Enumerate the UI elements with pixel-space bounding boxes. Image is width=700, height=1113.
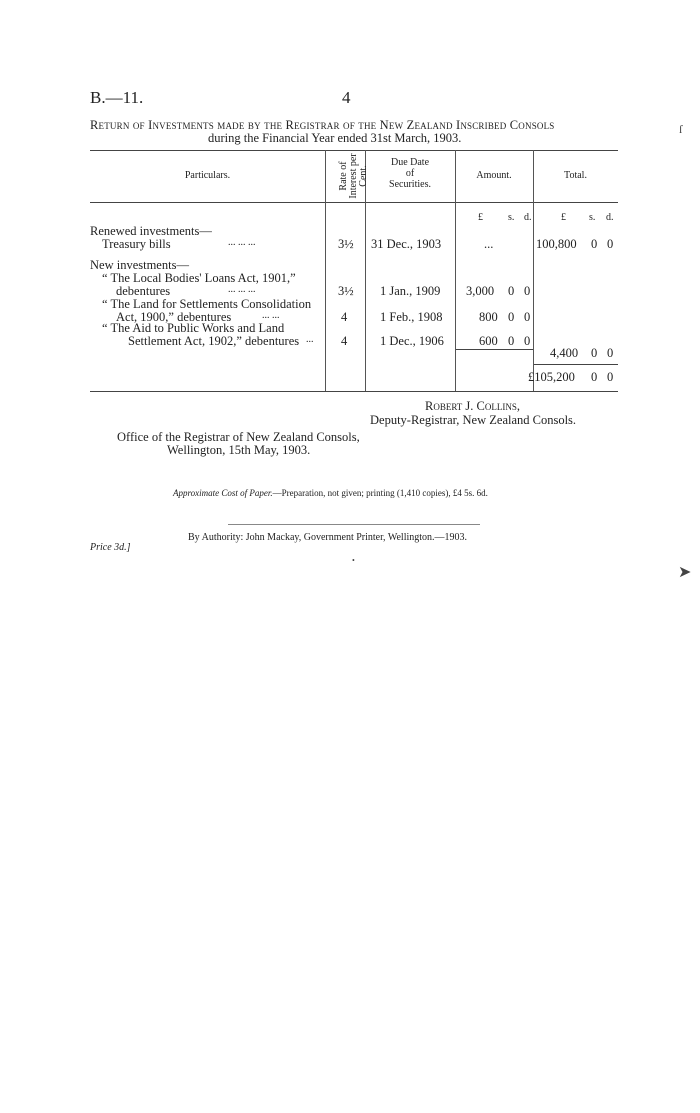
- cost-note-label: Approximate Cost of Paper.: [173, 488, 273, 498]
- document-reference: B.—11.: [90, 88, 144, 107]
- row1-rate: 3½: [338, 237, 354, 251]
- signatory-name: Robert J. Collins,: [425, 399, 520, 413]
- grand-total-s: 0: [591, 370, 598, 384]
- header-due-date: Due Date of Securities.: [389, 157, 431, 190]
- row4-amount-s: 0: [508, 334, 515, 348]
- row3-amount-pounds: 800: [479, 310, 498, 324]
- row1-particulars: Treasury bills: [102, 237, 171, 251]
- amount-pound-label: £: [478, 212, 483, 223]
- row3-dots: ... ...: [262, 310, 280, 321]
- stray-edge-mark-2: ſ: [679, 122, 683, 136]
- row3-rate: 4: [341, 310, 348, 324]
- table-bottom-rule: [90, 391, 618, 392]
- amount-d-label: d.: [524, 212, 532, 223]
- row4-dots: ...: [306, 334, 314, 345]
- row3-particulars-line1: “ The Land for Settlements Consolidation: [102, 297, 312, 311]
- stray-edge-mark: ➤: [678, 564, 692, 581]
- row2-amount-s: 0: [508, 284, 515, 298]
- row3-amount-d: 0: [524, 310, 531, 324]
- signatory-title: Deputy-Registrar, New Zealand Consols.: [370, 413, 577, 427]
- total-pound-label: £: [561, 212, 566, 223]
- authority-rule: [228, 524, 480, 525]
- row1-due: 31 Dec., 1903: [371, 237, 442, 251]
- row1-total-pounds: 100,800: [536, 237, 577, 251]
- header-amount: Amount.: [476, 170, 512, 181]
- row3-amount-s: 0: [508, 310, 515, 324]
- row1-total-d: 0: [607, 237, 614, 251]
- authority-line: By Authority: John Mackay, Government Printer, Wellington.—1903.: [188, 532, 468, 543]
- price-note: Price 3d.]: [90, 542, 131, 553]
- row4-due: 1 Dec., 1906: [380, 334, 444, 348]
- total-d-label: d.: [606, 212, 614, 223]
- subtotal-s: 0: [591, 346, 598, 360]
- row2-due: 1 Jan., 1909: [380, 284, 441, 298]
- office-line1: Office of the Registrar of New Zealand Consols,: [117, 430, 360, 444]
- row4-rate: 4: [341, 334, 348, 348]
- page-number: 4: [342, 88, 351, 107]
- row4-particulars-line2: Settlement Act, 1902,” debentures: [128, 334, 300, 348]
- row2-amount-d: 0: [524, 284, 531, 298]
- table-title-line1: Return of Investments made by the Registrar of the New Zealand Inscribed Consols: [90, 118, 555, 132]
- header-total: Total.: [564, 170, 587, 181]
- row3-particulars-line2: Act, 1900,” debentures: [116, 310, 232, 324]
- table-top-rule: [90, 150, 618, 151]
- header-particulars: Particulars.: [184, 170, 231, 181]
- row3-due: 1 Feb., 1908: [380, 310, 443, 324]
- cost-note: [173, 488, 488, 498]
- grand-total-pounds: £105,200: [528, 370, 575, 384]
- row2-amount-pounds: 3,000: [466, 284, 495, 298]
- col-divider-total: [533, 150, 534, 391]
- row2-rate: 3½: [338, 284, 354, 298]
- amount-sum-rule: [455, 349, 533, 350]
- subtotal-d: 0: [607, 346, 614, 360]
- total-s-label: s.: [589, 212, 596, 223]
- amount-s-label: s.: [508, 212, 515, 223]
- row4-amount-d: 0: [524, 334, 531, 348]
- col-divider-rate: [325, 150, 326, 391]
- grand-total-d: 0: [607, 370, 614, 384]
- total-sum-rule: [533, 364, 618, 365]
- table-header-rule: [90, 202, 618, 203]
- table-title-line2: during the Financial Year ended 31st March, 1903.: [208, 131, 462, 145]
- row1-dots: ... ... ...: [228, 237, 256, 248]
- col-divider-amount: [455, 150, 456, 391]
- section-renewed: Renewed investments—: [90, 224, 212, 238]
- cost-note-text: —Preparation, not given; printing (1,410 copies), £4 5s. 6d.: [272, 488, 488, 498]
- row2-particulars-line1: “ The Local Bodies' Loans Act, 1901,”: [102, 271, 296, 285]
- row2-particulars-line2: debentures: [116, 284, 171, 298]
- section-new: New investments—: [90, 258, 189, 272]
- row2-dots: ... ... ...: [228, 284, 256, 295]
- row4-particulars-line1: “ The Aid to Public Works and Land: [102, 321, 285, 335]
- row4-amount-pounds: 600: [479, 334, 498, 348]
- row1-amount: ...: [484, 237, 494, 251]
- header-rate: Rate of Interest per Cent.: [338, 153, 369, 199]
- row1-total-s: 0: [591, 237, 598, 251]
- stray-dot-mark: •: [352, 556, 355, 565]
- office-line2: Wellington, 15th May, 1903.: [167, 443, 311, 457]
- subtotal-pounds: 4,400: [550, 346, 579, 360]
